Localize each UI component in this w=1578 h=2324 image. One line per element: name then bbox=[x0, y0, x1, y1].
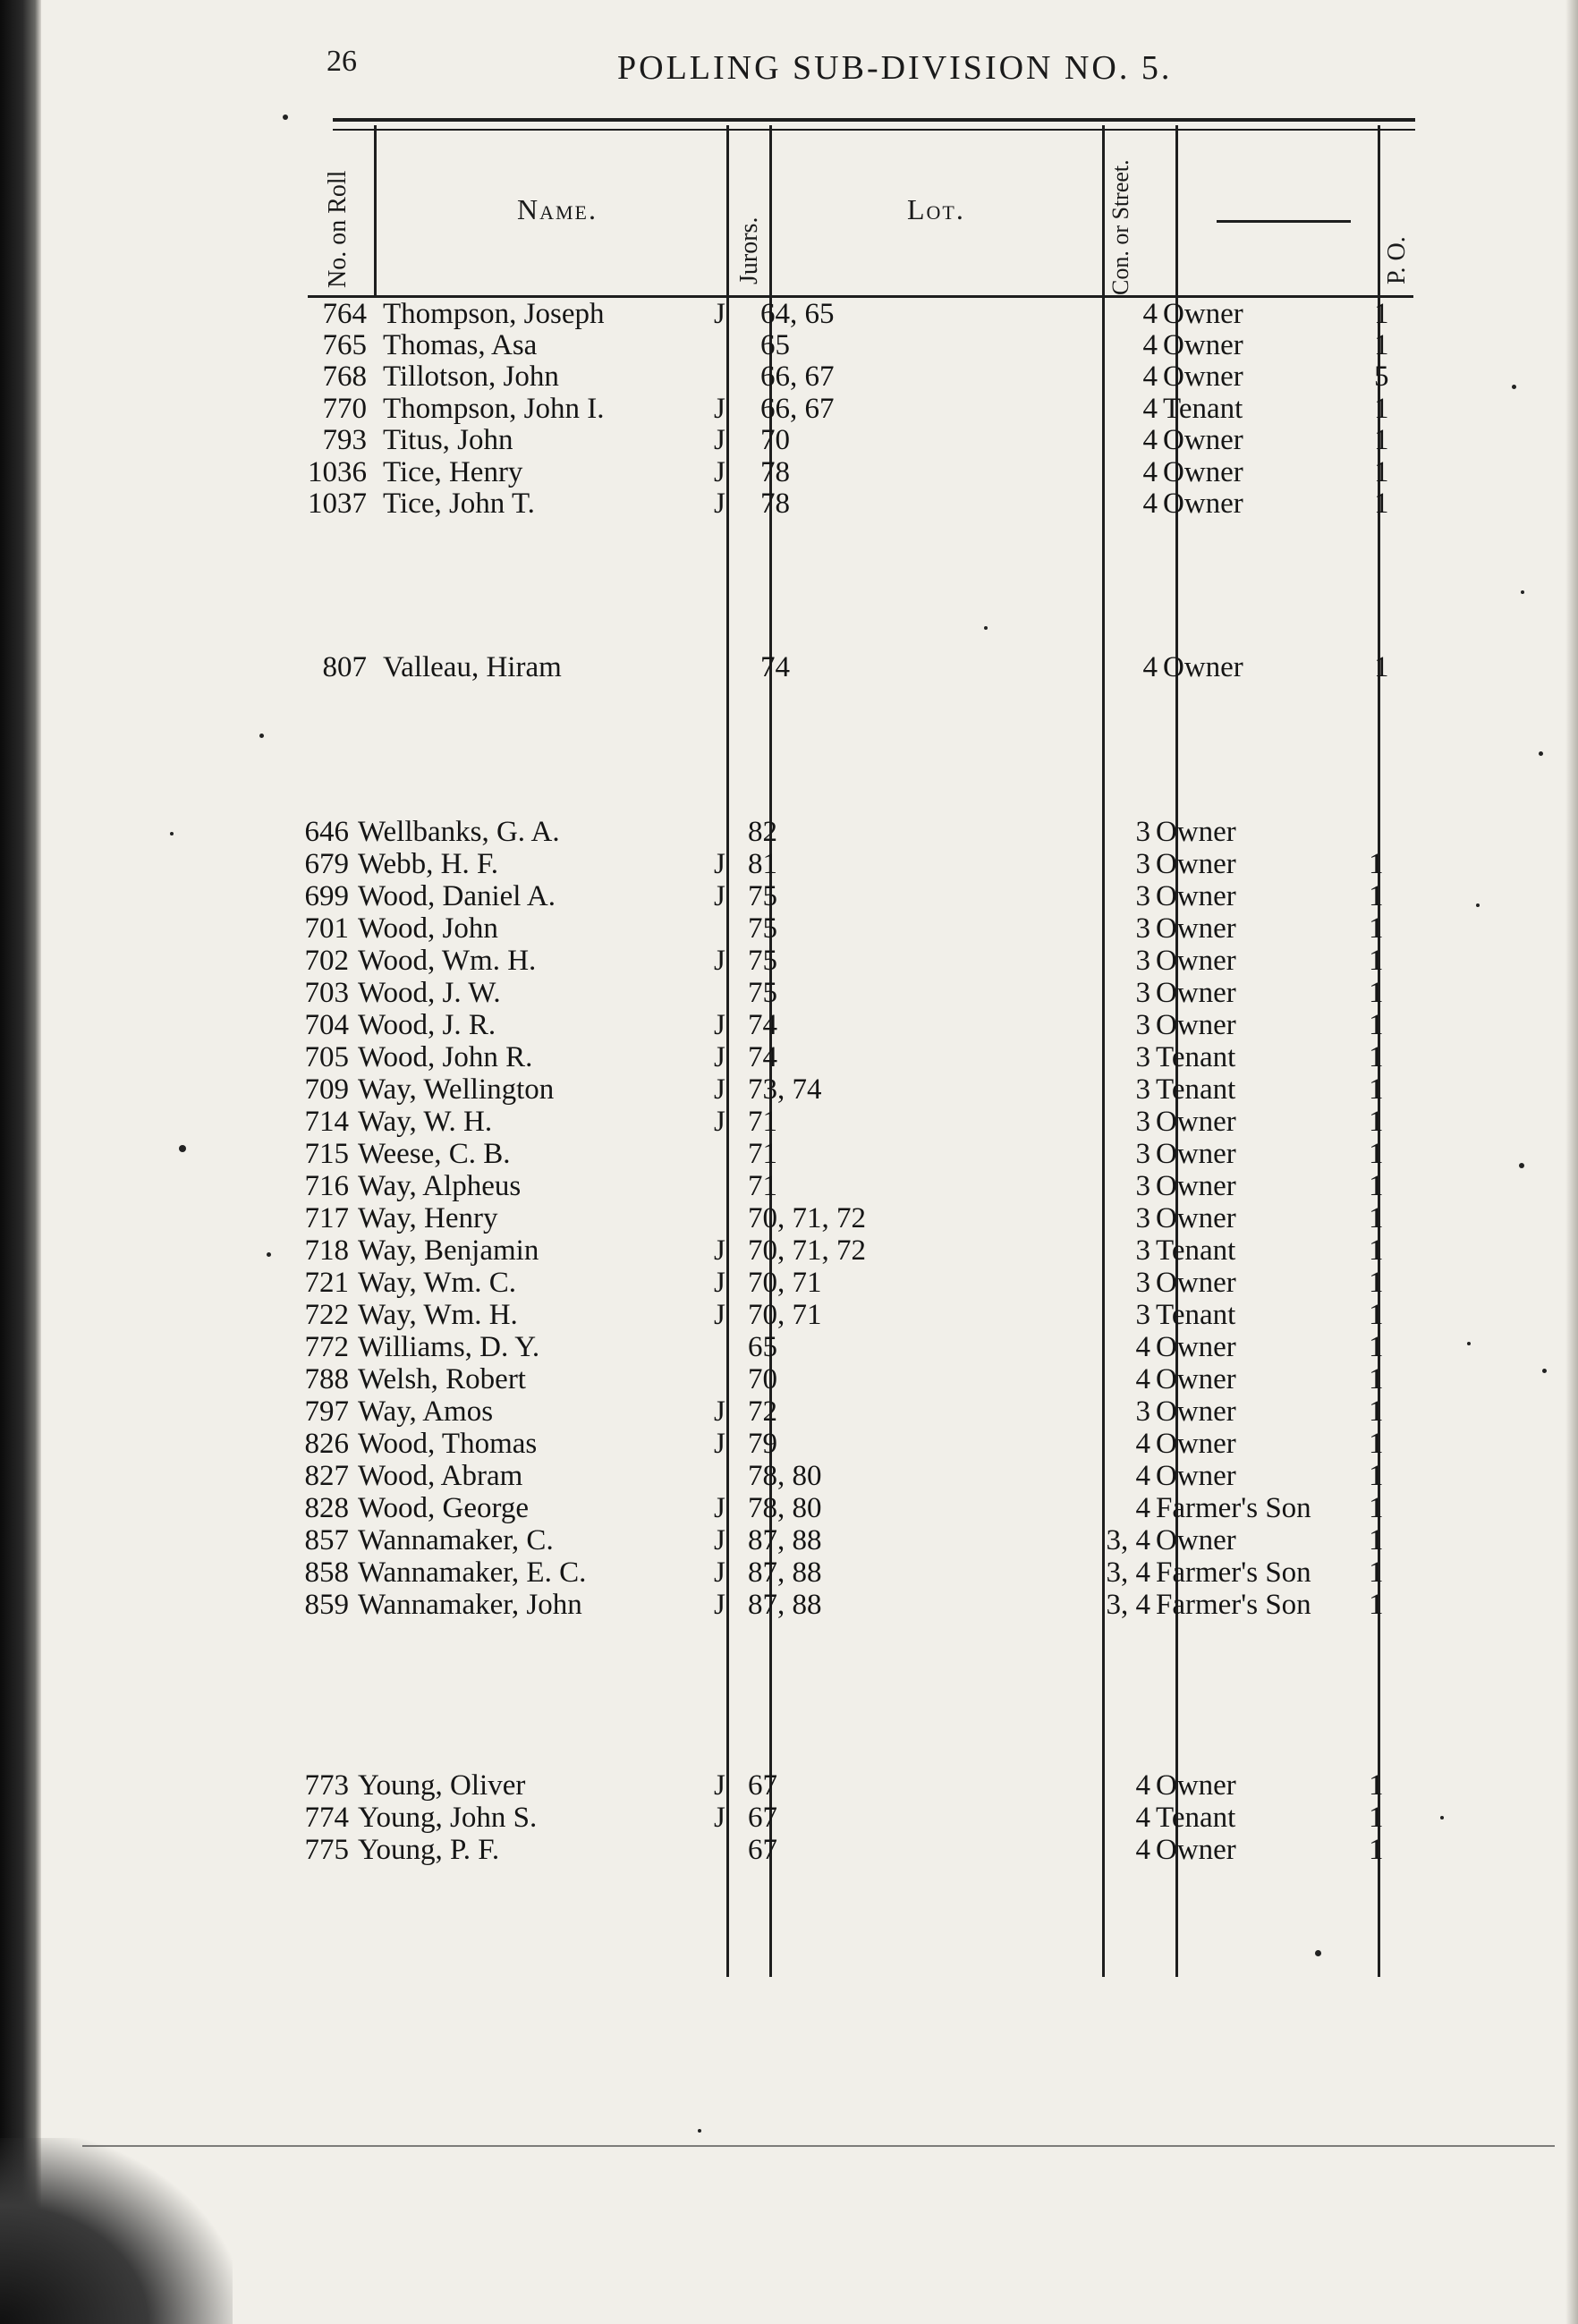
print-speck bbox=[698, 2129, 701, 2133]
cell-po: 1 bbox=[1369, 1769, 1384, 1802]
cell-juror: J bbox=[714, 1299, 725, 1331]
cell-name: Way, Benjamin bbox=[358, 1234, 539, 1267]
cell-lot: 71 bbox=[748, 1106, 777, 1138]
cell-po: 1 bbox=[1369, 1299, 1384, 1331]
cell-roll: 702 bbox=[304, 945, 349, 977]
cell-roll: 701 bbox=[304, 912, 349, 945]
cell-con: 3 bbox=[1135, 1299, 1150, 1331]
cell-status: Tenant bbox=[1163, 393, 1243, 425]
cell-roll: 793 bbox=[322, 424, 367, 456]
running-head: POLLING SUB-DIVISION NO. 5. bbox=[617, 49, 1173, 87]
page-curl-shadow bbox=[0, 2138, 233, 2324]
cell-juror: J bbox=[714, 1234, 725, 1267]
cell-lot: 70, 71 bbox=[748, 1299, 822, 1331]
cell-name: Thompson, John I. bbox=[383, 393, 605, 425]
cell-roll: 768 bbox=[322, 360, 367, 393]
cell-name: Way, Wellington bbox=[358, 1073, 555, 1106]
cell-con: 4 bbox=[1135, 1834, 1150, 1866]
cell-roll: 807 bbox=[322, 651, 367, 683]
cell-name: Wood, John R. bbox=[358, 1041, 533, 1073]
cell-status: Owner bbox=[1163, 488, 1243, 520]
cell-po: 1 bbox=[1369, 880, 1384, 912]
cell-name: Young, P. F. bbox=[358, 1834, 500, 1866]
cell-roll: 772 bbox=[304, 1331, 349, 1363]
cell-con: 4 bbox=[1135, 1492, 1150, 1524]
cell-con: 3, 4 bbox=[1106, 1524, 1150, 1556]
cell-status: Tenant bbox=[1156, 1234, 1236, 1267]
cell-juror: J bbox=[714, 1589, 725, 1621]
cell-roll: 679 bbox=[304, 848, 349, 880]
page-edge bbox=[1565, 0, 1578, 2324]
cell-lot: 74 bbox=[760, 651, 790, 683]
cell-name: Wood, Wm. H. bbox=[358, 945, 537, 977]
cell-juror: J bbox=[714, 298, 725, 330]
cell-juror: J bbox=[714, 1009, 725, 1041]
cell-name: Tillotson, John bbox=[383, 360, 559, 393]
cell-juror: J bbox=[714, 1267, 725, 1299]
cell-roll: 718 bbox=[304, 1234, 349, 1267]
cell-juror: J bbox=[714, 456, 725, 488]
print-speck bbox=[267, 1252, 271, 1257]
cell-name: Way, Henry bbox=[358, 1202, 498, 1234]
cell-po: 1 bbox=[1374, 488, 1389, 520]
cell-lot: 75 bbox=[748, 912, 777, 945]
cell-con: 3 bbox=[1135, 1073, 1150, 1106]
cell-name: Wood, J. R. bbox=[358, 1009, 496, 1041]
cell-roll: 770 bbox=[322, 393, 367, 425]
cell-roll: 716 bbox=[304, 1170, 349, 1202]
cell-con: 3 bbox=[1135, 1267, 1150, 1299]
cell-name: Valleau, Hiram bbox=[383, 651, 562, 683]
cell-lot: 66, 67 bbox=[760, 393, 835, 425]
cell-status: Tenant bbox=[1156, 1802, 1236, 1834]
header-roll: No. on Roll bbox=[324, 170, 352, 288]
cell-roll: 721 bbox=[304, 1267, 349, 1299]
cell-juror: J bbox=[714, 1556, 725, 1589]
cell-status: Tenant bbox=[1156, 1299, 1236, 1331]
cell-roll: 857 bbox=[304, 1524, 349, 1556]
cell-status: Owner bbox=[1163, 298, 1243, 330]
cell-po: 1 bbox=[1369, 1524, 1384, 1556]
print-speck bbox=[170, 832, 174, 835]
cell-lot: 75 bbox=[748, 945, 777, 977]
cell-roll: 705 bbox=[304, 1041, 349, 1073]
page-number: 26 bbox=[327, 45, 357, 78]
cell-status: Owner bbox=[1156, 1428, 1236, 1460]
cell-name: Wood, J. W. bbox=[358, 977, 501, 1009]
cell-lot: 70 bbox=[760, 424, 790, 456]
cell-status: Owner bbox=[1156, 1331, 1236, 1363]
cell-status: Owner bbox=[1156, 880, 1236, 912]
cell-lot: 82 bbox=[748, 816, 777, 848]
cell-lot: 78, 80 bbox=[748, 1492, 822, 1524]
cell-juror: J bbox=[714, 1073, 725, 1106]
cell-con: 3 bbox=[1135, 1170, 1150, 1202]
print-speck bbox=[1539, 751, 1543, 756]
cell-con: 3 bbox=[1135, 880, 1150, 912]
header-jurors: Jurors. bbox=[735, 216, 763, 284]
cell-po: 5 bbox=[1374, 360, 1389, 393]
cell-juror: J bbox=[714, 848, 725, 880]
cell-lot: 78 bbox=[760, 456, 790, 488]
cell-status: Owner bbox=[1156, 912, 1236, 945]
cell-roll: 715 bbox=[304, 1138, 349, 1170]
cell-name: Webb, H. F. bbox=[358, 848, 498, 880]
page-bottom-rule bbox=[82, 2145, 1555, 2147]
cell-status: Owner bbox=[1156, 848, 1236, 880]
cell-con: 4 bbox=[1142, 424, 1158, 456]
cell-juror: J bbox=[714, 1524, 725, 1556]
cell-roll: 859 bbox=[304, 1589, 349, 1621]
cell-lot: 65 bbox=[760, 329, 790, 361]
cell-juror: J bbox=[714, 424, 725, 456]
cell-lot: 66, 67 bbox=[760, 360, 835, 393]
rule-after-name bbox=[726, 125, 729, 1977]
cell-roll: 797 bbox=[304, 1395, 349, 1428]
cell-juror: J bbox=[714, 1041, 725, 1073]
cell-name: Wood, Abram bbox=[358, 1460, 523, 1492]
print-speck bbox=[179, 1145, 186, 1152]
cell-name: Way, Wm. H. bbox=[358, 1299, 518, 1331]
cell-con: 4 bbox=[1142, 329, 1158, 361]
print-speck bbox=[984, 626, 988, 630]
cell-name: Wood, George bbox=[358, 1492, 530, 1524]
cell-po: 1 bbox=[1369, 1073, 1384, 1106]
cell-name: Way, Amos bbox=[358, 1395, 494, 1428]
cell-lot: 75 bbox=[748, 977, 777, 1009]
print-speck bbox=[1315, 1950, 1321, 1956]
cell-con: 4 bbox=[1142, 360, 1158, 393]
cell-po: 1 bbox=[1369, 977, 1384, 1009]
cell-name: Thomas, Asa bbox=[383, 329, 538, 361]
cell-lot: 73, 74 bbox=[748, 1073, 822, 1106]
cell-con: 3 bbox=[1135, 1041, 1150, 1073]
cell-name: Wood, John bbox=[358, 912, 498, 945]
rule-after-roll bbox=[374, 125, 377, 295]
cell-con: 3 bbox=[1135, 1234, 1150, 1267]
cell-juror: J bbox=[714, 393, 725, 425]
cell-po: 1 bbox=[1369, 1363, 1384, 1395]
cell-po: 1 bbox=[1369, 1202, 1384, 1234]
cell-po: 1 bbox=[1369, 1267, 1384, 1299]
cell-lot: 70 bbox=[748, 1363, 777, 1395]
cell-lot: 67 bbox=[748, 1834, 777, 1866]
cell-roll: 774 bbox=[304, 1802, 349, 1834]
cell-roll: 765 bbox=[322, 329, 367, 361]
cell-status: Farmer's Son bbox=[1156, 1589, 1311, 1621]
cell-lot: 70, 71, 72 bbox=[748, 1234, 866, 1267]
cell-con: 4 bbox=[1135, 1460, 1150, 1492]
cell-lot: 74 bbox=[748, 1009, 777, 1041]
cell-con: 4 bbox=[1142, 488, 1158, 520]
cell-roll: 764 bbox=[322, 298, 367, 330]
cell-lot: 87, 88 bbox=[748, 1556, 822, 1589]
header-top-rule bbox=[333, 118, 1415, 122]
print-speck bbox=[1476, 903, 1480, 907]
cell-con: 4 bbox=[1135, 1363, 1150, 1395]
cell-status: Owner bbox=[1156, 1460, 1236, 1492]
cell-lot: 78 bbox=[760, 488, 790, 520]
cell-status: Owner bbox=[1156, 1834, 1236, 1866]
cell-con: 3 bbox=[1135, 1106, 1150, 1138]
cell-po: 1 bbox=[1369, 1460, 1384, 1492]
cell-lot: 87, 88 bbox=[748, 1589, 822, 1621]
cell-status: Farmer's Son bbox=[1156, 1556, 1311, 1589]
cell-po: 1 bbox=[1369, 1492, 1384, 1524]
header-lot: Lot. bbox=[907, 193, 965, 225]
cell-con: 4 bbox=[1142, 456, 1158, 488]
cell-con: 3 bbox=[1135, 977, 1150, 1009]
print-speck bbox=[283, 115, 288, 120]
cell-name: Tice, Henry bbox=[383, 456, 523, 488]
cell-roll: 826 bbox=[304, 1428, 349, 1460]
cell-con: 4 bbox=[1142, 651, 1158, 683]
cell-name: Wannamaker, E. C. bbox=[358, 1556, 587, 1589]
cell-lot: 75 bbox=[748, 880, 777, 912]
cell-con: 4 bbox=[1142, 298, 1158, 330]
cell-po: 1 bbox=[1374, 424, 1389, 456]
cell-lot: 71 bbox=[748, 1170, 777, 1202]
cell-lot: 71 bbox=[748, 1138, 777, 1170]
cell-status: Owner bbox=[1156, 945, 1236, 977]
cell-name: Weese, C. B. bbox=[358, 1138, 511, 1170]
cell-status: Tenant bbox=[1156, 1073, 1236, 1106]
cell-juror: J bbox=[714, 1106, 725, 1138]
cell-po: 1 bbox=[1369, 912, 1384, 945]
cell-roll: 704 bbox=[304, 1009, 349, 1041]
cell-status: Owner bbox=[1163, 424, 1243, 456]
cell-lot: 81 bbox=[748, 848, 777, 880]
cell-roll: 828 bbox=[304, 1492, 349, 1524]
cell-lot: 72 bbox=[748, 1395, 777, 1428]
cell-name: Welsh, Robert bbox=[358, 1363, 526, 1395]
cell-status: Owner bbox=[1156, 1202, 1236, 1234]
print-speck bbox=[259, 734, 264, 738]
print-speck bbox=[1467, 1342, 1471, 1345]
cell-con: 3 bbox=[1135, 1395, 1150, 1428]
cell-po: 1 bbox=[1369, 1589, 1384, 1621]
cell-name: Way, Wm. C. bbox=[358, 1267, 516, 1299]
cell-juror: J bbox=[714, 1492, 725, 1524]
cell-status: Owner bbox=[1156, 977, 1236, 1009]
cell-status: Owner bbox=[1156, 1395, 1236, 1428]
print-speck bbox=[1542, 1369, 1547, 1373]
cell-roll: 827 bbox=[304, 1460, 349, 1492]
cell-lot: 70, 71 bbox=[748, 1267, 822, 1299]
book-spine-shadow bbox=[0, 0, 41, 2324]
cell-juror: J bbox=[714, 1395, 725, 1428]
cell-status: Owner bbox=[1163, 360, 1243, 393]
cell-po: 1 bbox=[1369, 1331, 1384, 1363]
cell-po: 1 bbox=[1369, 1395, 1384, 1428]
cell-name: Williams, D. Y. bbox=[358, 1331, 540, 1363]
cell-con: 4 bbox=[1135, 1331, 1150, 1363]
cell-po: 1 bbox=[1374, 329, 1389, 361]
cell-roll: 703 bbox=[304, 977, 349, 1009]
cell-lot: 67 bbox=[748, 1802, 777, 1834]
cell-status: Farmer's Son bbox=[1156, 1492, 1311, 1524]
cell-roll: 1037 bbox=[308, 488, 367, 520]
cell-juror: J bbox=[714, 1769, 725, 1802]
cell-status: Owner bbox=[1156, 1267, 1236, 1299]
cell-con: 3 bbox=[1135, 1202, 1150, 1234]
cell-con: 3, 4 bbox=[1106, 1589, 1150, 1621]
cell-po: 1 bbox=[1369, 1834, 1384, 1866]
cell-lot: 78, 80 bbox=[748, 1460, 822, 1492]
cell-po: 1 bbox=[1374, 393, 1389, 425]
cell-name: Wannamaker, C. bbox=[358, 1524, 554, 1556]
cell-po: 1 bbox=[1369, 1234, 1384, 1267]
cell-name: Wood, Thomas bbox=[358, 1428, 538, 1460]
cell-juror: J bbox=[714, 945, 725, 977]
cell-con: 3 bbox=[1135, 816, 1150, 848]
cell-con: 3, 4 bbox=[1106, 1556, 1150, 1589]
cell-roll: 858 bbox=[304, 1556, 349, 1589]
cell-name: Wood, Daniel A. bbox=[358, 880, 556, 912]
cell-lot: 65 bbox=[748, 1331, 777, 1363]
cell-po: 1 bbox=[1369, 1041, 1384, 1073]
cell-roll: 788 bbox=[304, 1363, 349, 1395]
cell-status: Owner bbox=[1163, 329, 1243, 361]
cell-status: Owner bbox=[1156, 1769, 1236, 1802]
print-speck bbox=[1440, 1816, 1444, 1819]
header-po: P. O. bbox=[1383, 236, 1411, 284]
cell-name: Young, John S. bbox=[358, 1802, 538, 1834]
cell-po: 1 bbox=[1369, 1802, 1384, 1834]
cell-con: 4 bbox=[1135, 1428, 1150, 1460]
cell-name: Wannamaker, John bbox=[358, 1589, 582, 1621]
cell-name: Thompson, Joseph bbox=[383, 298, 605, 330]
cell-po: 1 bbox=[1374, 456, 1389, 488]
cell-status: Owner bbox=[1156, 1138, 1236, 1170]
cell-status: Owner bbox=[1156, 1106, 1236, 1138]
cell-con: 3 bbox=[1135, 848, 1150, 880]
cell-po: 1 bbox=[1374, 298, 1389, 330]
cell-name: Way, W. H. bbox=[358, 1106, 493, 1138]
cell-lot: 74 bbox=[748, 1041, 777, 1073]
cell-roll: 775 bbox=[304, 1834, 349, 1866]
cell-con: 4 bbox=[1142, 393, 1158, 425]
cell-con: 3 bbox=[1135, 912, 1150, 945]
cell-lot: 70, 71, 72 bbox=[748, 1202, 866, 1234]
header-top-rule-2 bbox=[333, 129, 1415, 131]
cell-po: 1 bbox=[1369, 1106, 1384, 1138]
cell-juror: J bbox=[714, 880, 725, 912]
cell-juror: J bbox=[714, 1428, 725, 1460]
cell-con: 3 bbox=[1135, 1138, 1150, 1170]
cell-name: Way, Alpheus bbox=[358, 1170, 522, 1202]
cell-status: Tenant bbox=[1156, 1041, 1236, 1073]
cell-lot: 64, 65 bbox=[760, 298, 835, 330]
cell-po: 1 bbox=[1369, 1556, 1384, 1589]
cell-po: 1 bbox=[1369, 945, 1384, 977]
header-con: Con. or Street. bbox=[1107, 159, 1133, 295]
cell-con: 3 bbox=[1135, 945, 1150, 977]
cell-name: Tice, John T. bbox=[383, 488, 535, 520]
cell-po: 1 bbox=[1374, 651, 1389, 683]
print-speck bbox=[1512, 385, 1516, 389]
cell-name: Young, Oliver bbox=[358, 1769, 526, 1802]
cell-roll: 646 bbox=[304, 816, 349, 848]
cell-con: 3 bbox=[1135, 1009, 1150, 1041]
cell-con: 4 bbox=[1135, 1769, 1150, 1802]
cell-con: 4 bbox=[1135, 1802, 1150, 1834]
cell-juror: J bbox=[714, 488, 725, 520]
cell-roll: 714 bbox=[304, 1106, 349, 1138]
header-name: Name. bbox=[517, 193, 598, 225]
cell-roll: 1036 bbox=[308, 456, 367, 488]
cell-status: Owner bbox=[1156, 1524, 1236, 1556]
cell-juror: J bbox=[714, 1802, 725, 1834]
cell-po: 1 bbox=[1369, 1428, 1384, 1460]
cell-status: Owner bbox=[1156, 1363, 1236, 1395]
cell-roll: 717 bbox=[304, 1202, 349, 1234]
cell-status: Owner bbox=[1156, 816, 1236, 848]
cell-po: 1 bbox=[1369, 1138, 1384, 1170]
header-status-dash bbox=[1217, 220, 1351, 223]
print-speck bbox=[1519, 1163, 1524, 1168]
cell-roll: 699 bbox=[304, 880, 349, 912]
cell-lot: 67 bbox=[748, 1769, 777, 1802]
cell-status: Owner bbox=[1163, 651, 1243, 683]
cell-name: Titus, John bbox=[383, 424, 513, 456]
cell-roll: 773 bbox=[304, 1769, 349, 1802]
cell-roll: 709 bbox=[304, 1073, 349, 1106]
cell-status: Owner bbox=[1156, 1009, 1236, 1041]
cell-status: Owner bbox=[1156, 1170, 1236, 1202]
cell-name: Wellbanks, G. A. bbox=[358, 816, 560, 848]
cell-po: 1 bbox=[1369, 1170, 1384, 1202]
print-speck bbox=[1521, 590, 1524, 594]
cell-status: Owner bbox=[1163, 456, 1243, 488]
cell-lot: 87, 88 bbox=[748, 1524, 822, 1556]
cell-roll: 722 bbox=[304, 1299, 349, 1331]
cell-po: 1 bbox=[1369, 1009, 1384, 1041]
cell-po: 1 bbox=[1369, 848, 1384, 880]
cell-lot: 79 bbox=[748, 1428, 777, 1460]
